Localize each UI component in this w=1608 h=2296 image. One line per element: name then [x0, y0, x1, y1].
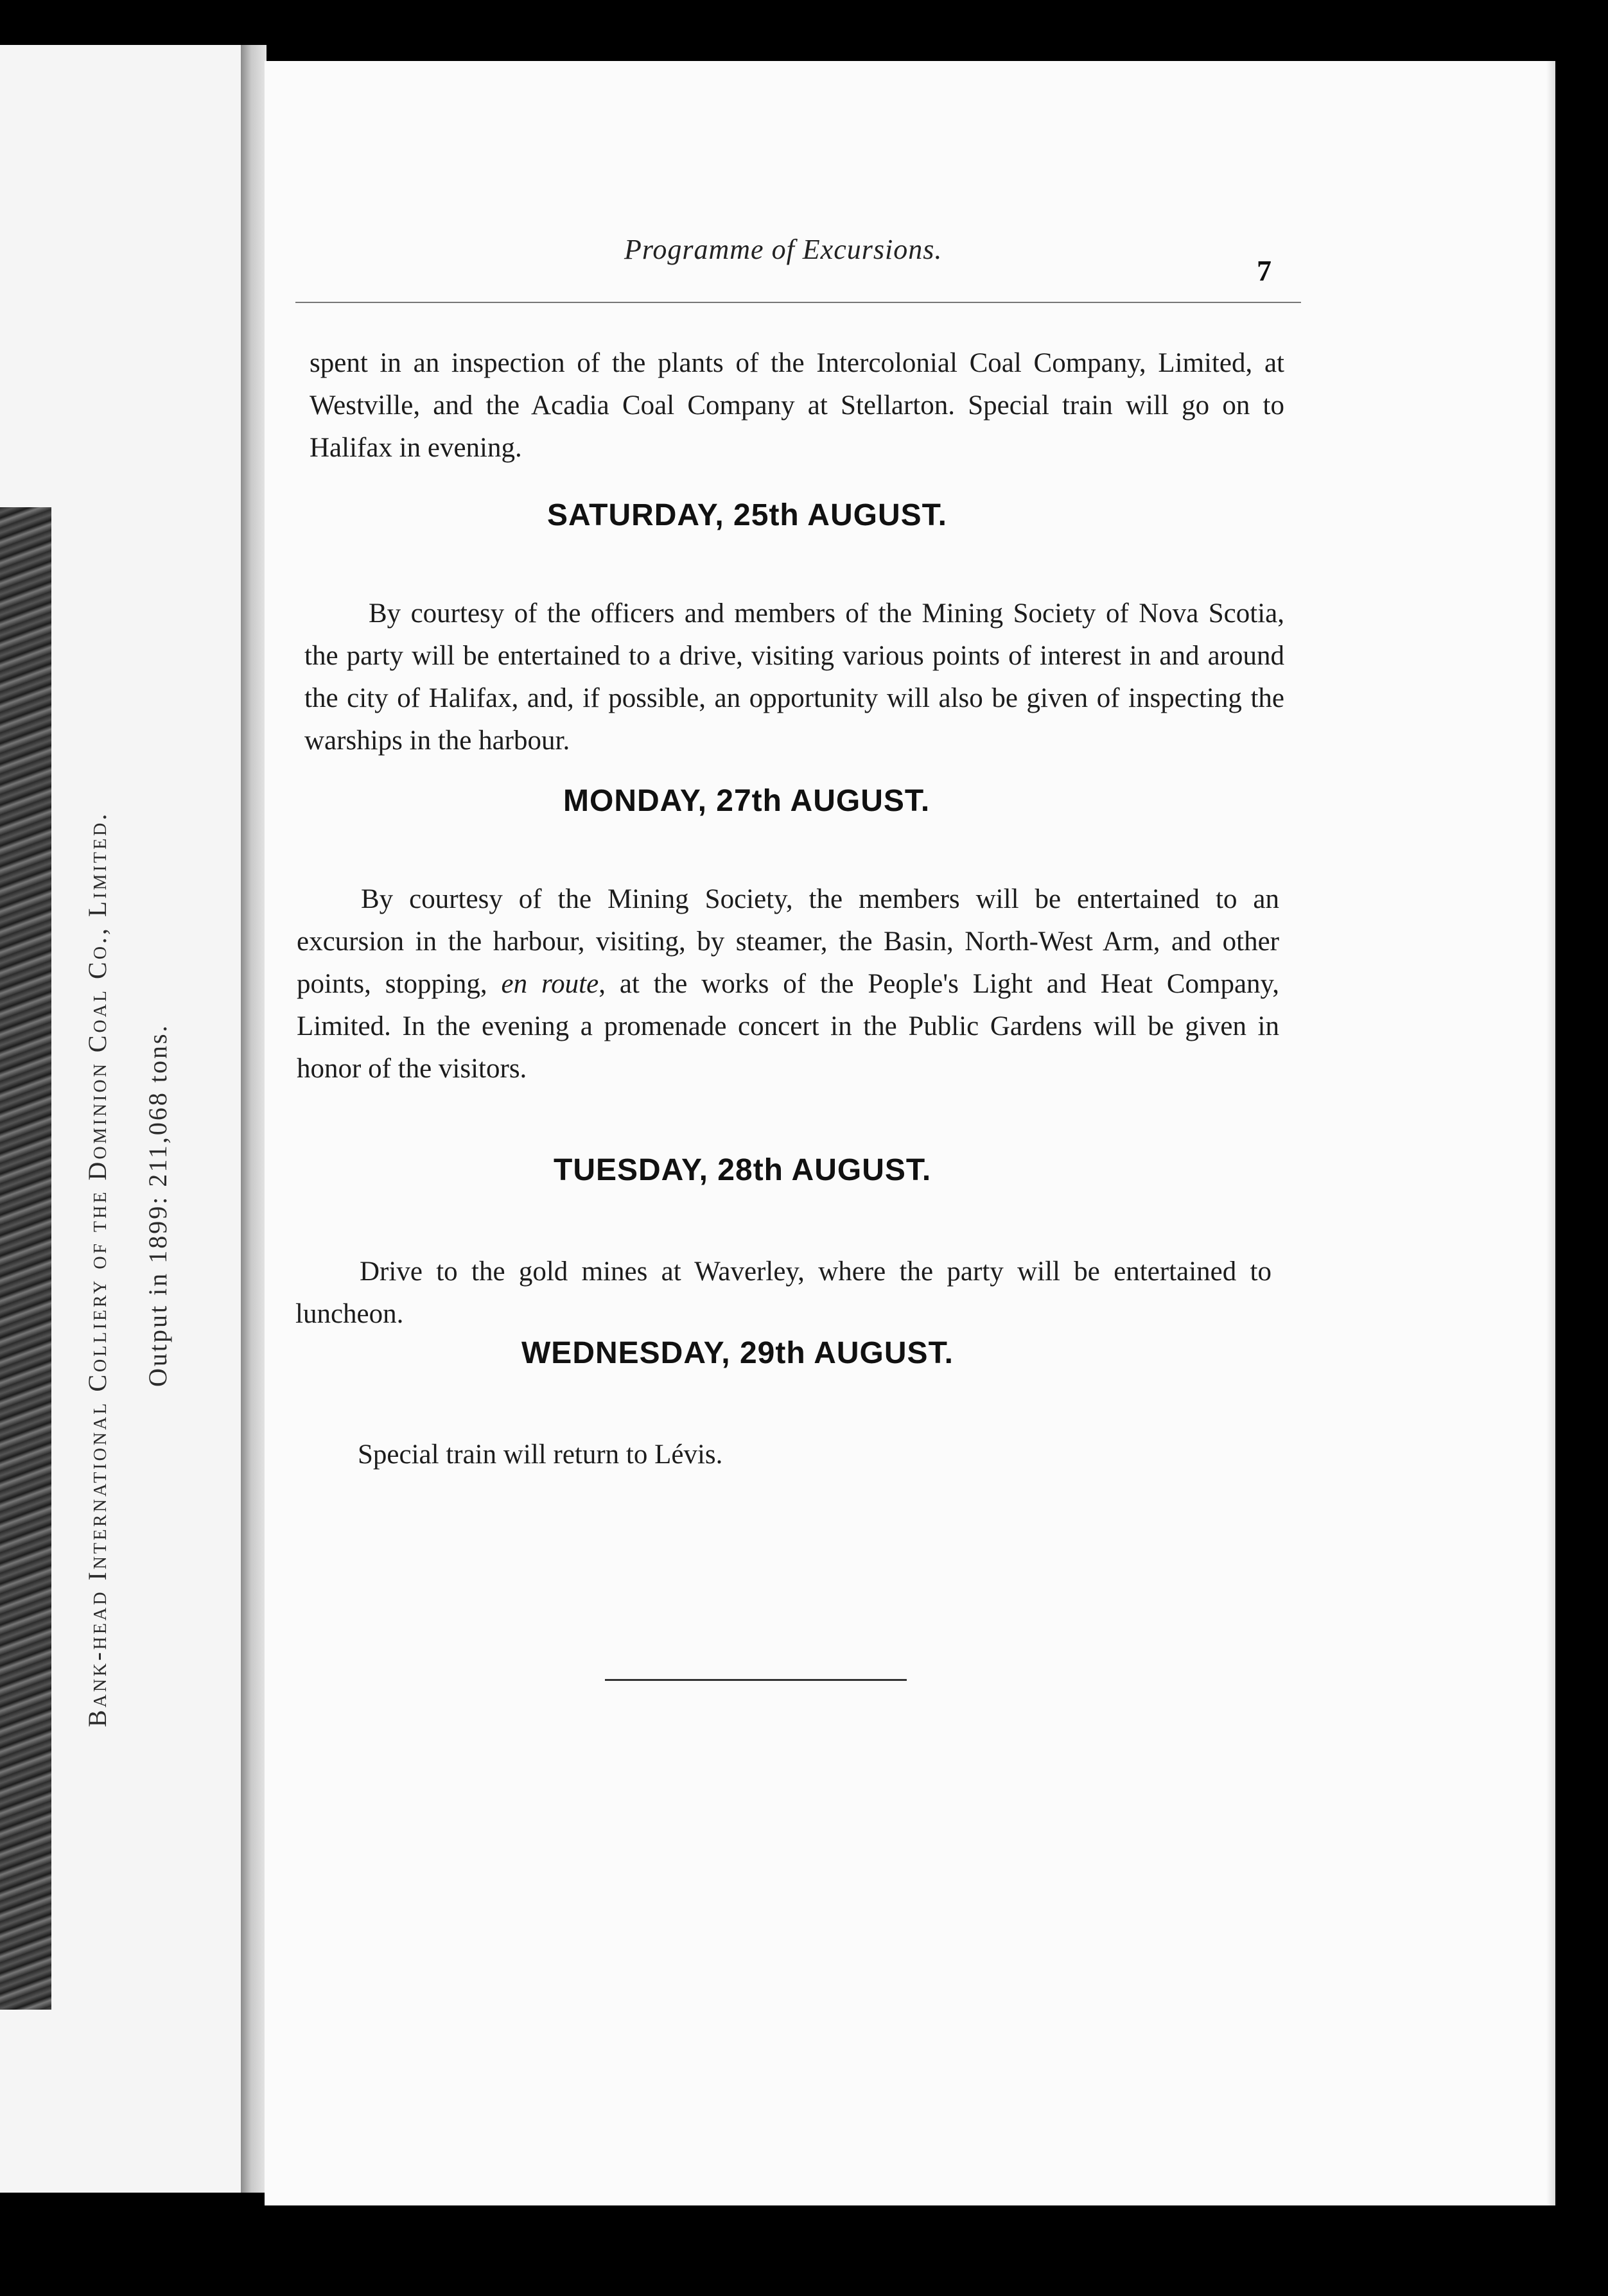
section-text-tuesday: Drive to the gold mines at Waverley, where the party will be entertained to luncheon. [295, 1257, 1272, 1329]
section-text-monday [297, 878, 1279, 1090]
page [265, 61, 1555, 2205]
photo-caption: Bank-head International Colliery of the Dominion Coal Co., Limited. [83, 811, 112, 1727]
section-heading-tuesday: TUESDAY, 28th AUGUST. [554, 1153, 932, 1187]
section-text-wednesday: Special train will return to Lévis. [358, 1439, 723, 1470]
photo-caption-output: Output in 1899: 211,068 tons. [143, 1023, 172, 1387]
section-text-saturday: By courtesy of the officers and members of the Mining Society of Nova Scotia, the party will be entertained to a drive, visiting various points of interest in and around the city of Halifax, and, if possible, an opportunity will also be given of inspecting the warships in the harbour. [304, 598, 1284, 756]
page-edge [1546, 61, 1555, 2205]
header-rule [295, 302, 1301, 303]
section-heading-wednesday: WEDNESDAY, 29th AUGUST. [521, 1336, 954, 1370]
section-heading-monday: MONDAY, 27th AUGUST. [563, 784, 931, 818]
monday-text-italic: en route [501, 969, 599, 999]
section-heading-saturday: SATURDAY, 25th AUGUST. [547, 498, 947, 532]
monday-text-part-1: By courtesy of the Mining Society, the members will be entertained to an excursion in the harbour, visiting, by steamer, the Basin, North-West Arm, and other points, stopping, [297, 884, 1279, 999]
colliery-photo [0, 507, 51, 2010]
intro-paragraph: spent in an inspection of the plants of the Intercolonial Coal Company, Limited, at Westville, and the Acadia Coal Company at Stellarton. Special train will go on to Halifax in evening. [310, 348, 1284, 463]
facing-page [0, 45, 250, 2193]
closing-rule [605, 1679, 907, 1681]
book-gutter [241, 45, 267, 2193]
monday-text-part-2: , at the works of the People's Light and Heat Company, Limited. In the evening a promenade concert in the Public Gardens will be given in honor of the visitors. [297, 969, 1279, 1084]
page-number: 7 [1257, 254, 1272, 287]
running-head: Programme of Excursions. [624, 234, 943, 265]
